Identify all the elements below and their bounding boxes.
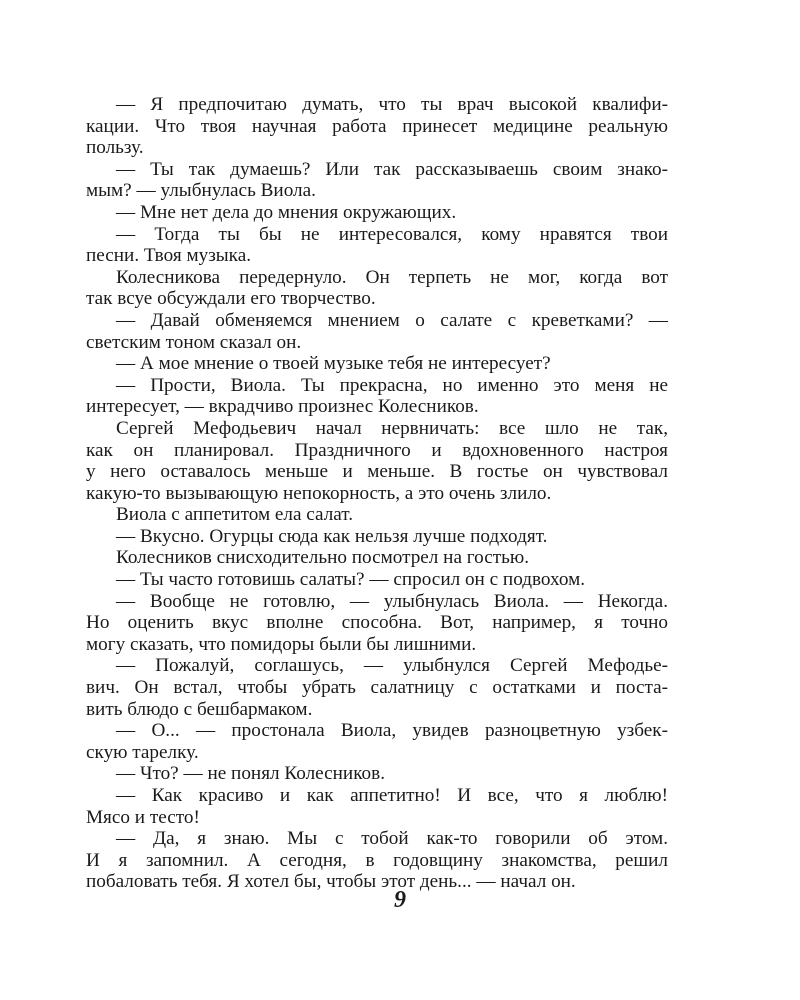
text-line: — Как красиво и как аппетитно! И все, что я люблю!: [116, 785, 668, 806]
text-line: какую-то вызывающую непокорность, а это очень злило.: [86, 482, 552, 504]
page-number: 9: [394, 887, 406, 913]
text-line: — Мне нет дела до мнения окружающих.: [116, 201, 457, 223]
text-line: Но оценить вкус вполне способна. Вот, например, я точно: [86, 612, 668, 634]
text-line: светским тоном сказал он.: [86, 331, 302, 353]
paragraph: [86, 569, 668, 591]
paragraph: [86, 785, 668, 828]
text-line: — Пожалуй, соглашусь, — улыбнулся Сергей Мефодье-: [116, 655, 668, 677]
paragraph: [86, 655, 668, 720]
text-line: Колесникова передернуло. Он терпеть не мог, когда вот: [116, 266, 668, 288]
paragraph: [86, 353, 668, 375]
text-line: скую тарелку.: [86, 741, 199, 763]
paragraph: [86, 720, 668, 763]
page-text: [86, 94, 668, 893]
text-line: вить блюдо с бешбармаком.: [86, 698, 313, 720]
text-line: — Тогда ты бы не интересовался, кому нравятся твои: [116, 223, 668, 245]
text-line: И я запомнил. А сегодня, в годовщину знакомства, решил: [86, 849, 668, 871]
text-line: пользу.: [86, 137, 144, 159]
paragraph: [86, 526, 668, 548]
paragraph: [86, 94, 668, 159]
text-line: песни. Твоя музыка.: [86, 245, 252, 267]
text-line: кации. Что твоя научная работа принесет медицине реальную: [86, 115, 668, 137]
paragraph: [86, 159, 668, 202]
text-line: — Ты так думаешь? Или так рассказываешь своим знако-: [116, 158, 668, 180]
text-line: интересует, — вкрадчиво произнес Колесников.: [86, 396, 479, 418]
text-line: побаловать тебя. Я хотел бы, чтобы этот день... — начал он.: [86, 871, 576, 893]
paragraph: [86, 375, 668, 418]
text-line: — Прости, Виола. Ты прекрасна, но именно это меня не: [116, 374, 668, 396]
text-line: Колесников снисходительно посмотрел на гостью.: [116, 547, 530, 569]
paragraph: [86, 310, 668, 353]
text-line: Мясо и тесто!: [86, 806, 200, 828]
paragraph: [86, 418, 668, 504]
paragraph: [86, 547, 668, 569]
text-line: — Давай обменяемся мнением о салате с креветками? —: [116, 309, 668, 331]
text-line: — Вообще не готовлю, — улыбнулась Виола. — Некогда.: [116, 590, 668, 612]
text-line: могу сказать, что помидоры были бы лишними.: [86, 633, 477, 655]
paragraph: [86, 202, 668, 224]
text-line: так всуе обсуждали его творчество.: [86, 288, 376, 310]
text-line: у него оставалось меньше и меньше. В гостье он чувствовал: [86, 461, 668, 483]
paragraph: [86, 267, 668, 310]
paragraph: [86, 591, 668, 656]
paragraph: [86, 504, 668, 526]
text-line: мым? — улыбнулась Виола.: [86, 180, 316, 202]
text-line: — Да, я знаю. Мы с тобой как-то говорили об этом.: [116, 828, 668, 850]
text-line: — Ты часто готовишь салаты? — спросил он с подвохом.: [116, 569, 586, 591]
text-line: — Что? — не понял Колесников.: [116, 763, 385, 785]
text-line: — Вкусно. Огурцы сюда как нельзя лучше подходят.: [116, 525, 548, 547]
text-line: Сергей Мефодьевич начал нервничать: все шло не так,: [116, 417, 668, 439]
text-line: — А мое мнение о твоей музыке тебя не интересует?: [116, 353, 551, 375]
paragraph: [86, 763, 668, 785]
text-line: — О... — простонала Виола, увидев разноцветную узбек-: [116, 720, 668, 742]
paragraph: [86, 224, 668, 267]
text-line: Виола с аппетитом ела салат.: [116, 504, 354, 526]
text-line: — Я предпочитаю думать, что ты врач высокой квалифи-: [116, 94, 668, 115]
paragraph: [86, 828, 668, 893]
text-line: вич. Он встал, чтобы убрать салатницу с остатками и поста-: [86, 677, 668, 699]
text-line: как он планировал. Праздничного и вдохновенного настроя: [86, 439, 668, 461]
